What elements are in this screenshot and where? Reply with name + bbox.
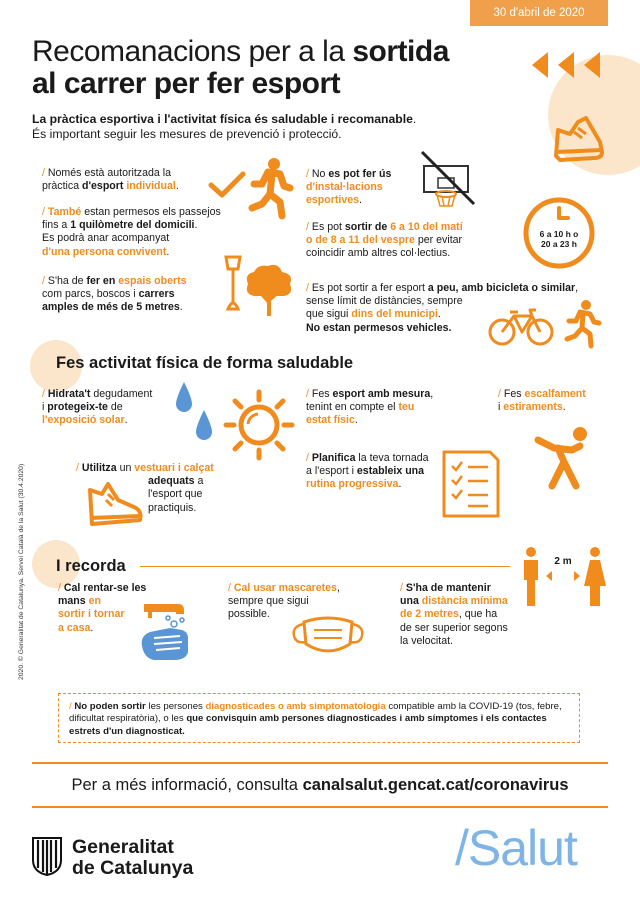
sneaker-icon bbox=[548, 108, 608, 168]
bicycle-icon bbox=[488, 306, 554, 346]
tip-moderation-comma: , bbox=[430, 388, 434, 400]
rule-facilities-highlight: d'instal·lacions bbox=[306, 181, 383, 194]
warning-bold: No poden sortir bbox=[74, 701, 146, 712]
rule-transport-comma: , bbox=[575, 282, 579, 294]
tip-wash-highlight: en bbox=[88, 595, 101, 608]
rule-open-bold3: amples de més de 5 metres bbox=[42, 301, 180, 314]
tip-wash-bold: Cal rentar-se les bbox=[63, 582, 147, 594]
warning-bold3: estrets d'un diagnosticat. bbox=[69, 725, 185, 737]
tip-mask-text: sempre que sigui bbox=[228, 595, 309, 608]
warning-box: / No poden sortir les persones diagnosticades o amb simptomatologia compatible amb la COVID-19 (tos, febre, dificultat respiratòria), o les que convisquin amb persones diagnosticades i amb símptomes i els contactes estrets d'un diagnosticat. bbox=[58, 693, 580, 743]
tip-distance-text2: de ser superior segons bbox=[400, 621, 508, 634]
tip-clothing-text4: practiquis. bbox=[148, 501, 197, 514]
copyright-text: 2020. © Generalitat de Catalunya. Servei Català de la Salut (30.4.2020) bbox=[18, 463, 25, 680]
rule-transport-dot: . bbox=[437, 308, 441, 321]
rule-walks-text2: fins a bbox=[42, 219, 71, 232]
rule-walks-dot: . bbox=[194, 219, 198, 232]
tip-warmup: / Fes escalfament i estiraments. bbox=[498, 388, 586, 414]
no-basketball-icon bbox=[418, 150, 478, 210]
tip-wash: / Cal rentar-se les mans en sortir i tornar a casa. bbox=[58, 582, 147, 634]
tip-moderation-text: Fes bbox=[311, 388, 333, 400]
intro-bold: La pràctica esportiva i l'activitat física és saludable i recomanable bbox=[32, 112, 413, 126]
salut-logo: /Salut bbox=[455, 820, 577, 876]
rule-transport-text3: que sigui bbox=[306, 308, 352, 321]
handwash-icon bbox=[130, 596, 210, 668]
tip-warmup-text2: i bbox=[498, 401, 504, 414]
sun-icon bbox=[222, 388, 296, 462]
title-line2: al carrer per fer esport bbox=[32, 67, 341, 100]
tip-moderation: / Fes esport amb mesura, tenint en compte el teu estat físic. bbox=[306, 388, 434, 427]
rule-schedule-text: Es pot bbox=[311, 221, 345, 233]
warning-text2: compatible amb la COVID-19 (tos, febre, bbox=[385, 701, 562, 712]
warning-text: les persones bbox=[145, 701, 206, 712]
tip-warmup-dot: . bbox=[562, 401, 566, 414]
tip-moderation-text2: tenint en compte el bbox=[306, 401, 399, 414]
tip-hydrate-text: degudament bbox=[90, 388, 153, 400]
remember-divider bbox=[140, 566, 510, 567]
rule-walks-text: estan permesos els passejos bbox=[81, 206, 221, 218]
tip-plan: / Planifica la teva tornada a l'esport i estableix una rutina progressiva. bbox=[306, 452, 429, 491]
rule-transport: / Es pot sortir a fer esport a peu, amb bicicleta o similar, sense límit de distàncies, sempre que sigui dins del municipi. No estan permesos vehicles. bbox=[306, 282, 579, 334]
tip-plan-bold: Planifica bbox=[311, 452, 356, 464]
rule-schedule-bold: sortir de bbox=[344, 221, 391, 233]
rule-schedule-highlight: 6 a 10 del matí bbox=[390, 221, 463, 233]
rule-walks-bold: 1 quilòmetre del domicili bbox=[70, 219, 195, 232]
rule-walks-highlight: També bbox=[47, 206, 82, 218]
generalitat-name bbox=[72, 837, 193, 879]
warning-bold2: que convisquin amb persones diagnosticades i amb símptomes i els contactes bbox=[186, 713, 547, 725]
tip-distance-highlight2: de 2 metres bbox=[400, 608, 459, 621]
tip-wash-bold2: mans bbox=[58, 595, 89, 608]
warning-highlight: diagnosticades o amb simptomatologia bbox=[205, 701, 386, 712]
tip-hydrate-bold: Hidrata't bbox=[47, 388, 91, 400]
tip-plan-dot: . bbox=[398, 478, 402, 491]
title-line1-bold: sortida bbox=[352, 35, 449, 68]
healthy-heading: Fes activitat física de forma saludable bbox=[56, 354, 354, 372]
tip-distance-text: , que ha bbox=[458, 608, 498, 621]
rule-individual-bold: d'esport bbox=[82, 180, 127, 193]
tip-hydrate-bold2: protegeix-te bbox=[47, 401, 108, 414]
rule-transport-bold2: No estan permesos vehicles. bbox=[306, 321, 452, 334]
tip-clothing-bold: Utilitza bbox=[81, 462, 117, 474]
tip-clothing-text3: l'esport que bbox=[148, 488, 203, 501]
remember-heading: I recorda bbox=[56, 557, 126, 575]
footer-info-text: Per a més informació, consulta bbox=[71, 776, 303, 794]
tip-clothing-highlight: vestuari i calçat bbox=[134, 462, 214, 474]
tip-moderation-highlight: teu bbox=[398, 401, 415, 414]
rule-schedule-text3: coincidir amb altres col·lectius. bbox=[306, 247, 451, 260]
tip-distance-bold: S'ha de mantenir bbox=[405, 582, 491, 594]
check-icon bbox=[207, 170, 247, 200]
runner-icon bbox=[250, 158, 292, 220]
mask-icon bbox=[290, 612, 366, 660]
generalitat-logo-icon bbox=[30, 836, 64, 876]
rule-walks-text3: Es podrà anar acompanyat bbox=[42, 232, 170, 245]
tip-distance: / S'ha de mantenir una distància mínima de 2 metres, que ha de ser superior segons la velocitat. bbox=[400, 582, 508, 647]
generalitat-line2: de Catalunya bbox=[72, 857, 194, 879]
footer-divider-bottom bbox=[32, 806, 608, 808]
tip-hydrate-text3: de bbox=[107, 401, 123, 414]
water-drops-icon bbox=[172, 380, 216, 444]
tip-moderation-highlight2: estat físic bbox=[306, 414, 355, 427]
rule-open-spaces: / S'ha de fer en espais oberts com parcs, boscos i carrers amples de més de 5 metres. bbox=[42, 275, 187, 314]
rule-walks-dot2: . bbox=[166, 245, 170, 258]
title-line1-regular: Recomanacions per a la bbox=[32, 35, 353, 68]
warning-text3: dificultat respiratòria), o les bbox=[69, 713, 187, 725]
rule-individual-dot: . bbox=[175, 180, 179, 193]
tip-mask: / Cal usar mascaretes, sempre que sigui possible. bbox=[228, 582, 340, 621]
tip-plan-text2: a l'esport i bbox=[306, 465, 357, 478]
clock-line2: 20 a 23 h bbox=[541, 239, 577, 249]
rule-schedule-text2: per evitar bbox=[414, 234, 463, 247]
rule-open-bold: fer en bbox=[86, 275, 119, 287]
intro-dot: . bbox=[412, 112, 417, 126]
rule-individual-text2: pràctica bbox=[42, 180, 83, 193]
tip-warmup-text: Fes bbox=[503, 388, 525, 400]
rule-facilities: / No es pot fer ús d'instal·lacions esportives. bbox=[306, 168, 392, 207]
rule-individual-text: Només està autoritzada la bbox=[47, 167, 171, 179]
stretching-icon bbox=[532, 418, 606, 492]
generalitat-line1: Generalitat bbox=[72, 836, 174, 858]
intro-text bbox=[32, 112, 492, 142]
runner-icon-2 bbox=[566, 300, 600, 348]
tip-moderation-dot: . bbox=[354, 414, 358, 427]
tip-mask-text2: possible. bbox=[228, 608, 270, 621]
rule-facilities-dot: . bbox=[359, 194, 362, 207]
shoe-icon bbox=[84, 478, 146, 534]
arrows-icon bbox=[530, 50, 610, 80]
tip-mask-comma: , bbox=[336, 582, 340, 594]
clock-line1: 6 a 10 h o bbox=[539, 229, 579, 239]
people-distance-icon bbox=[518, 546, 608, 608]
rule-individual-highlight: individual bbox=[126, 180, 176, 193]
rule-individual: / Només està autoritzada la pràctica d'esport individual. bbox=[42, 167, 179, 193]
rule-transport-text: Es pot sortir a fer esport bbox=[311, 282, 428, 294]
page-title bbox=[32, 36, 502, 100]
rule-transport-text2: sense límit de distàncies, sempre bbox=[306, 295, 463, 308]
rule-open-dot: . bbox=[179, 301, 183, 314]
tip-wash-highlight2: sortir i tornar bbox=[58, 608, 125, 621]
tip-plan-highlight: rutina progressiva bbox=[306, 478, 399, 491]
tip-clothing-text2: a bbox=[194, 475, 204, 488]
rule-open-bold2: carrers bbox=[138, 288, 175, 301]
rule-facilities-highlight2: esportives bbox=[306, 194, 359, 207]
tip-distance-bold2: una bbox=[400, 595, 422, 608]
date-badge: 30 d'abril de 2020 bbox=[470, 0, 608, 26]
streetlamp-icon bbox=[222, 253, 244, 315]
tip-mask-highlight: Cal usar mascaretes bbox=[233, 582, 337, 594]
rule-facilities-bold: es pot fer ús bbox=[328, 168, 392, 180]
tip-wash-highlight3: a casa bbox=[58, 621, 91, 634]
tip-clothing-text: un bbox=[116, 462, 135, 474]
rule-open-text: S'ha de bbox=[47, 275, 87, 287]
tree-icon bbox=[244, 264, 294, 316]
tip-plan-text: la teva tornada bbox=[355, 452, 429, 464]
footer-info bbox=[32, 776, 608, 795]
clock-icon bbox=[522, 196, 596, 270]
intro-line2: És important seguir les mesures de prevenció i protecció. bbox=[32, 127, 342, 141]
distance-label: 2 m bbox=[554, 556, 572, 567]
rule-walks: / També estan permesos els passejos fins a 1 quilòmetre del domicili. Es podrà anar acompanyat d'una persona convivent. bbox=[42, 206, 221, 258]
rule-transport-highlight: dins del municipi bbox=[351, 308, 438, 321]
footer-info-link[interactable]: canalsalut.gencat.cat/coronavirus bbox=[302, 776, 569, 794]
rule-facilities-text: No bbox=[311, 168, 329, 180]
rule-schedule: / Es pot sortir de 6 a 10 del matí o de 8 a 11 del vespre per evitar coincidir amb altres col·lectius. bbox=[306, 221, 463, 260]
tip-distance-text3: la velocitat. bbox=[400, 634, 453, 647]
checklist-icon bbox=[440, 448, 502, 520]
tip-hydrate-highlight: l'exposició solar bbox=[42, 414, 125, 427]
rule-open-text2: com parcs, boscos i bbox=[42, 288, 139, 301]
tip-clothing-bold2: adequats bbox=[148, 475, 195, 488]
footer-divider-top bbox=[32, 762, 608, 764]
tip-hydrate: / Hidrata't degudament i protegeix-te de l'exposició solar. bbox=[42, 388, 153, 427]
tip-clothing: / Utilitza un vestuari i calçat adequats a l'esport que practiquis. bbox=[76, 462, 214, 514]
tip-warmup-highlight: escalfament bbox=[524, 388, 586, 400]
tip-moderation-bold: esport amb mesura bbox=[332, 388, 431, 400]
tip-wash-dot: . bbox=[90, 621, 94, 634]
tip-plan-bold2: estableix una bbox=[356, 465, 425, 478]
rule-walks-highlight2: d'una persona convivent bbox=[42, 245, 167, 258]
rule-schedule-highlight2: o de 8 a 11 del vespre bbox=[306, 234, 415, 247]
rule-open-highlight: espais oberts bbox=[118, 275, 187, 287]
rule-transport-bold: a peu, amb bicicleta o similar bbox=[427, 282, 576, 294]
tip-warmup-highlight2: estiraments bbox=[503, 401, 563, 414]
tip-hydrate-dot: . bbox=[124, 414, 128, 427]
tip-distance-highlight: distància mínima bbox=[421, 595, 508, 608]
tip-hydrate-text2: i bbox=[42, 401, 48, 414]
